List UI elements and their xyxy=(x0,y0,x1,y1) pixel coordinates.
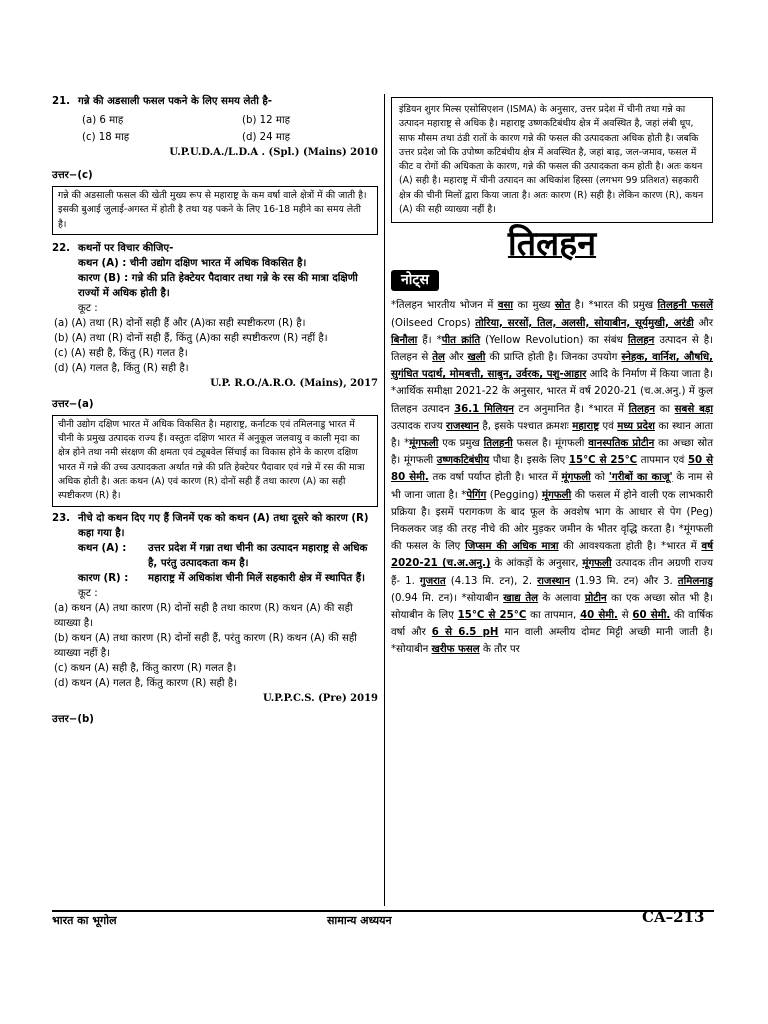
highlight-term: तिलहन xyxy=(628,403,656,415)
notes-text: का अच्छा स्रोत है। मूंगफली xyxy=(391,438,714,467)
options-grid xyxy=(82,113,378,145)
question-number: 23. xyxy=(52,512,71,524)
notes-text: हैं। * xyxy=(417,334,442,346)
notes-text: है। *भारत की प्रमुख xyxy=(570,300,658,312)
explanation-box: इंडियन शुगर मिल्स एसोसिएशन (ISMA) के अनुसार, उत्तर प्रदेश में चीनी तथा गन्ने का उत्पादन महाराष्ट्र से अधिक है। महाराष्ट्र उष्णकटिबंधीय क्षेत्र में अवस्थित है, जहां लंबी धूप, साफ मौसम तथा ठंडी रातों के कारण गन्ने की फसल की उत्पादकता अधिक होती है। जबकि उत्तर प्रदेश जो कि उपोष्ण कटिबंधीय क्षेत्र में अवस्थित है, जहां बाढ़, जल-जमाव, फसल में कीट व रोगों की अधिकता के कारण, गन्ने की फसल की उत्पादकता कम होती है। अतः कथन (A) सही है। महाराष्ट्र में चीनी उत्पादन का अधिकांश हिस्सा (लगभग 99 प्रतिशत) सहकारी क्षेत्र की चीनी मिलों द्वारा किया जाता है। अतः कारण (R) सही है। लेकिन कारण (R), कथन (A) की सही व्याख्या नहीं है। xyxy=(391,97,713,223)
notes-text: की आवश्यकता होती है। *भारत में xyxy=(558,541,702,553)
question-number: 22. xyxy=(52,242,71,254)
highlight-term: राजस्थान xyxy=(537,575,571,587)
notes-paragraph xyxy=(391,297,713,658)
highlight-term: तिलहन xyxy=(627,334,655,346)
notes-text: उत्पादक तीन अग्रणी राज्य हैं- 1. xyxy=(391,558,714,587)
explanation-box: चीनी उद्योग दक्षिण भारत में अधिक विकसित है। महाराष्ट्र, कर्नाटक एवं तमिलनाडु भारत में चीनी के प्रमुख उत्पादक राज्य हैं। वस्तुतः दक्षिण भारत में अनुकूल जलवायु व काली मृदा का क्षेत्र होने तथा नमी संरक्षण की क्षमता एवं ट्यूबवेल सिंचाई का विकास होने के कारण दक्षिण भारत में गन्ने की उच्च उत्पादकता अर्थात गन्ने की प्रति हेक्टेयर पैदावार एवं गन्ने में रस की मात्रा अधिक होती है। अतः कथन (A) एवं कारण (R) दोनों सही हैं तथा कारण (A) का सही स्पष्टीकरण (R) है। xyxy=(52,415,378,507)
notes-text: *तिलहन भारतीय भोजन में xyxy=(391,300,498,312)
highlight-term: प्रोटीन xyxy=(584,592,607,604)
notes-text: के आंकड़ों के अनुसार, xyxy=(490,558,583,570)
highlight-term: खरीफ फसल xyxy=(431,644,480,656)
option-b: (b) (A) तथा (R) दोनों सही हैं, किंतु (A)का सही स्पष्टीकरण (R) नहीं है। xyxy=(54,332,328,344)
notes-text: उत्पादन से है। तिलहन से xyxy=(391,334,714,363)
code-label: कूट : xyxy=(78,302,98,314)
footer-subject: भारत का भूगोल xyxy=(52,914,117,927)
answer-label: उत्तर−(a) xyxy=(52,398,94,410)
option-a: (a) (A) तथा (R) दोनों सही हैं और (A)का सही स्पष्टीकरण (R) है। xyxy=(54,317,306,329)
column-divider xyxy=(384,94,385,906)
notes-text: पौधा है। इसके लिए xyxy=(489,455,569,467)
notes-text: (1.93 मि. टन) और 3. xyxy=(570,575,678,587)
highlight-term: खाद्य तेल xyxy=(503,592,539,604)
notes-text: तक वर्षा पर्याप्त होती है। भारत में xyxy=(428,472,562,484)
option-c: (c) 18 माह xyxy=(82,132,130,143)
notes-text: का एक अच्छा स्रोत भी है। सोयाबीन के लिए xyxy=(391,592,714,622)
reason-label: कारण (R) : xyxy=(78,572,129,584)
highlight-term: मूंगफली xyxy=(561,472,591,484)
highlight-term: खली xyxy=(467,351,486,363)
highlight-term: मूंगफली xyxy=(409,438,439,449)
highlight-term: मूंगफली xyxy=(582,558,612,570)
notes-text: तापमान एवं xyxy=(637,455,688,467)
highlight-term: राजस्थान xyxy=(446,420,479,432)
answer-label: उत्तर−(b) xyxy=(52,713,94,725)
highlight-term: वर्ष 2020-21 (च.अ.अनु.) xyxy=(391,541,713,570)
option-c: (c) (A) सही है, किंतु (R) गलत है। xyxy=(54,347,188,359)
highlight-term: तेल xyxy=(432,351,445,363)
highlight-term: 36.1 मिलियन xyxy=(454,403,514,415)
highlight-term: 15°C से 25°C xyxy=(457,610,527,622)
notes-text: का तापमान, xyxy=(526,610,581,622)
option-b: (b) 12 माह xyxy=(242,115,290,126)
highlight-term: स्रोत xyxy=(554,300,571,312)
exam-source: U.P. R.O./A.R.O. (Mains), 2017 xyxy=(210,377,378,389)
notes-text: (Yellow Revolution) का संबंध xyxy=(480,334,628,346)
highlight-term: 'गरीबों का काजू' xyxy=(608,472,673,484)
code-label: कूट : xyxy=(78,587,98,599)
notes-text: का xyxy=(655,403,675,415)
reason xyxy=(78,571,378,586)
notes-text: एवं xyxy=(599,420,618,432)
highlight-term: गुजरात xyxy=(419,575,446,587)
notes-text: और xyxy=(693,317,714,329)
highlight-term: तिलहनी फसलें xyxy=(657,300,714,312)
highlight-term: उष्णकटिबंधीय xyxy=(436,455,490,467)
notes-text: के नाम से भी जाना जाता है। * xyxy=(391,472,713,501)
reason-text: महाराष्ट्र में अधिकांश चीनी मिलें सहकारी क्षेत्र में स्थापित हैं। xyxy=(148,572,366,584)
notes-text: (Pegging) xyxy=(486,489,542,501)
highlight-term: 15°C से 25°C xyxy=(568,455,638,467)
option-d: (d) 24 माह xyxy=(242,132,290,143)
highlight-term: पेगिंग xyxy=(466,489,487,501)
notes-text: एक प्रमुख xyxy=(438,438,484,449)
highlight-term: महाराष्ट्र xyxy=(572,420,600,432)
notes-text: (0.94 मि. टन)। *सोयाबीन xyxy=(391,592,504,604)
highlight-term: तिलहनी xyxy=(483,438,513,449)
right-column xyxy=(391,94,713,659)
assertion-text: उत्तर प्रदेश में गन्ना तथा चीनी का उत्पादन महाराष्ट्र से अधिक है, परंतु उत्पादकता कम है। xyxy=(148,542,368,569)
assertion xyxy=(78,541,378,571)
notes-text: को xyxy=(590,472,609,484)
notes-text: की प्राप्ति होती है। जिनका उपयोग xyxy=(485,351,622,363)
option-d: (d) (A) गलत है, किंतु (R) सही है। xyxy=(54,362,189,374)
question-text: कथनों पर विचार कीजिए- xyxy=(78,242,174,254)
notes-text: उत्पादक राज्य xyxy=(391,420,447,432)
exam-source: U.P.P.C.S. (Pre) 2019 xyxy=(263,692,378,704)
question-text: गन्ने की अडसाली फसल पकने के लिए समय लेती है- xyxy=(78,96,273,107)
assertion: कथन (A) : चीनी उद्योग दक्षिण भारत में अधिक विकसित है। xyxy=(78,257,307,269)
option-c: (c) कथन (A) सही है, किंतु कारण (R) गलत है। xyxy=(54,662,237,674)
notes-text: फसल है। मूंगफली xyxy=(512,438,589,449)
explanation-box: गन्ने की अडसाली फसल की खेती मुख्य रूप से महाराष्ट्र के कम वर्षा वाले क्षेत्रों में की जाती है। इसकी बुआई जुलाई-अगस्त में होती है तथा यह पकने के लिए 16-18 महीने का समय लेती है। xyxy=(52,186,378,235)
notes-text: मान वाली अम्लीय दोमट मिट्टी अच्छी मानी जाती है। *सोयाबीन xyxy=(391,627,713,656)
left-column xyxy=(52,94,378,729)
highlight-term: 40 सेमी. xyxy=(580,610,618,622)
reason: कारण (B) : गन्ने की प्रति हेक्टेयर पैदावार तथा गन्ने के रस की मात्रा दक्षिणी राज्यों में अधिक होती है। xyxy=(78,272,358,299)
notes-text: का स्थान आता है। * xyxy=(391,420,713,449)
highlight-term: वसा xyxy=(497,300,514,312)
highlight-term: मूंगफली xyxy=(541,489,572,501)
highlight-term: वानस्पतिक प्रोटीन xyxy=(588,438,655,449)
question-number: 21. xyxy=(52,96,71,107)
footer-category: सामान्य अध्ययन xyxy=(327,914,392,927)
notes-text: के अलावा xyxy=(538,592,585,604)
notes-text: और xyxy=(444,351,468,363)
notes-text: (4.13 मि. टन), 2. xyxy=(445,575,538,587)
answer-label: उत्तर−(c) xyxy=(52,170,93,181)
highlight-term: स्नेहक, वार्निश, औषधि, सुगंधित पदार्थ, मोमबत्ती, साबुन, उर्वरक, पशु-आहार xyxy=(391,351,713,381)
highlight-term: जिप्सम की अधिक मात्रा xyxy=(465,541,559,553)
notes-text: की वार्षिक वर्षा और xyxy=(391,610,713,639)
notes-text: से xyxy=(617,610,633,622)
option-d: (d) कथन (A) गलत है, किंतु कारण (R) सही है। xyxy=(54,677,238,689)
question-22 xyxy=(52,241,378,256)
page-number: CA–213 xyxy=(642,908,705,926)
section-title-wrap xyxy=(391,224,713,265)
option-a: (a) कथन (A) तथा कारण (R) दोनों सही है तथा कारण (R) कथन (A) की सही व्याख्या है। xyxy=(54,602,353,629)
highlight-term: तमिलनाडु xyxy=(677,575,713,587)
notes-text: के तौर पर xyxy=(479,644,520,656)
notes-text: है, इसके पश्चात क्रमशः xyxy=(478,420,573,432)
question-23 xyxy=(52,511,378,541)
highlight-term: तोरिया, सरसों, तिल, अलसी, सोयाबीन, सूर्यमुखी, अरंडी xyxy=(475,317,694,329)
highlight-term: सबसे बड़ा xyxy=(674,403,713,415)
highlight-term: 60 सेमी. xyxy=(632,610,671,622)
highlight-term: 6 से 6.5 pH xyxy=(431,627,499,639)
exam-source: U.P.U.D.A./L.D.A . (Spl.) (Mains) 2010 xyxy=(169,147,378,158)
notes-text: का मुख्य xyxy=(513,300,555,312)
highlight-term: मध्य प्रदेश xyxy=(617,420,655,432)
highlight-term: बिनौला xyxy=(391,334,418,346)
notes-badge: नोट्स xyxy=(391,270,439,291)
highlight-term: 50 से 80 सेमी. xyxy=(391,455,713,484)
option-a: (a) 6 माह xyxy=(82,115,124,126)
notes-text: आदि के निर्माण में किया जाता है। *आर्थिक समीक्षा 2021-22 के अनुसार, भारत में वर्ष 2020-21 (च.अ.अनु.) में कुल तिलहन उत्पादन xyxy=(391,369,714,415)
section-title: तिलहन xyxy=(507,224,597,265)
question-text: नीचे दो कथन दिए गए हैं जिनमें एक को कथन (A) तथा दूसरे को कारण (R) कहा गया है। xyxy=(78,512,369,539)
highlight-term: पीत क्रांति xyxy=(441,334,481,346)
notes-text: टन अनुमानित है। *भारत में xyxy=(513,403,629,415)
footer-rule xyxy=(52,910,714,912)
notes-text: (Oilseed Crops) xyxy=(391,317,476,329)
assertion-label: कथन (A) : xyxy=(78,542,127,554)
option-b: (b) कथन (A) तथा कारण (R) दोनों सही हैं, परंतु कारण (R) कथन (A) की सही व्याख्या नहीं है। xyxy=(54,632,357,659)
question-21 xyxy=(52,94,378,109)
notes-text: की फसल में होने वाली एक लाभकारी प्रक्रिया है। इसमें परागकण के बाद फूल के अवशेष भाग के आधार से पेग (Peg) निकलकर जड़ की तरह नीचे की ओर मुड़कर जमीन के भीतर वृद्धि करता है। *मूंगफली की फसल के लिए xyxy=(391,489,713,553)
